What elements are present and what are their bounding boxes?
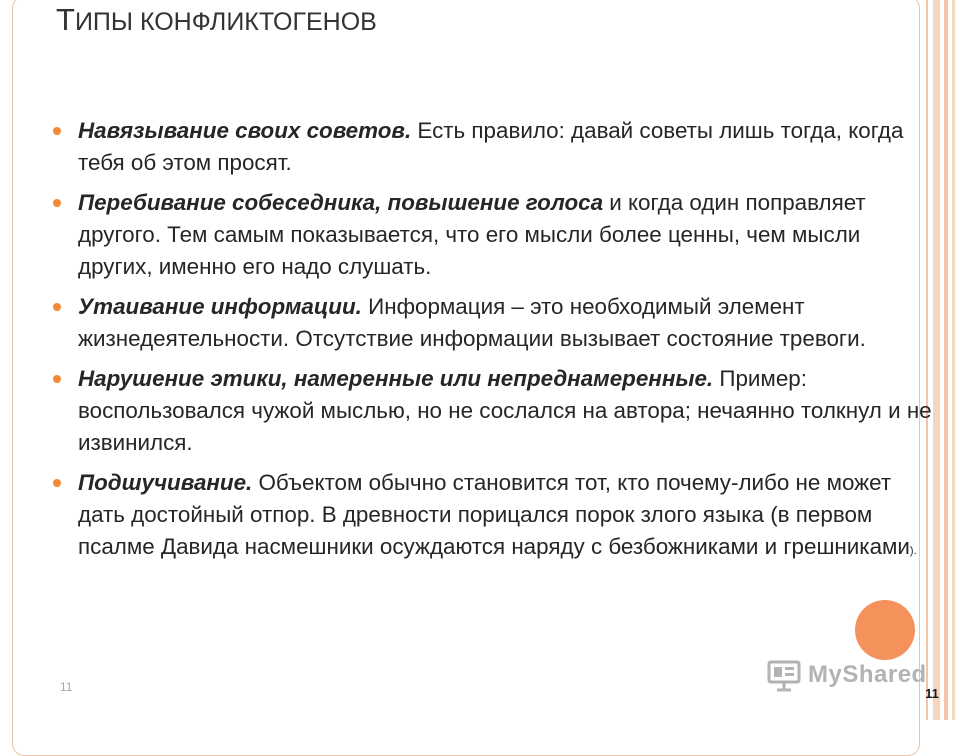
bullet-text: и когда один поправляет другого. Тем самым показывается, что его мысли более ценны, чем мысли других, именно его надо слушать. <box>78 190 866 279</box>
page-number: 11 <box>925 686 939 701</box>
bullet-text: Информация – это необходимый элемент жизнедеятельности. Отсутствие информации вызывает состояние тревоги. <box>78 294 866 351</box>
title-initial: Т <box>56 2 75 37</box>
bullet-lead: Подшучивание. <box>78 470 253 495</box>
bullet-item <box>48 115 938 179</box>
bullet-item <box>48 187 938 283</box>
watermark-logo <box>766 657 927 693</box>
bullet-text: Пример: воспользовался чужой мыслью, но не сослался на автора; нечаянно толкнул и не извинился. <box>78 366 932 455</box>
bullet-text: Есть правило: давай советы лишь тогда, когда тебя об этом просят. <box>78 118 904 175</box>
watermark-text: MyShared <box>808 661 927 688</box>
bullet-lead: Навязывание своих советов. <box>78 118 412 143</box>
footer-slide-number: 11 <box>60 680 73 694</box>
bullet-text: Объектом обычно становится тот, кто почему-либо не может дать достойный отпор. В древности порицался порок злого языка (в первом псалме Давида насмешники осуждаются наряду с безбожниками и грешниками <box>78 470 910 559</box>
bullet-lead: Нарушение этики, намеренные или непреднамеренные. <box>78 366 714 391</box>
side-stripe <box>952 0 955 720</box>
title-text: ИПЫ КОНФЛИКТОГЕНОВ <box>74 8 377 36</box>
bullet-item <box>48 363 938 459</box>
bullet-item <box>48 467 938 567</box>
bullet-lead: Утаивание информации. <box>78 294 362 319</box>
side-stripe <box>944 0 948 720</box>
orange-circle-decoration <box>855 600 915 660</box>
slide-title <box>56 4 377 38</box>
bullet-list <box>48 115 938 575</box>
bullet-tail: ). <box>909 545 917 557</box>
bullet-item <box>48 291 938 355</box>
bullet-lead: Перебивание собеседника, повышение голоса <box>78 190 604 215</box>
presentation-board-icon <box>766 657 802 693</box>
